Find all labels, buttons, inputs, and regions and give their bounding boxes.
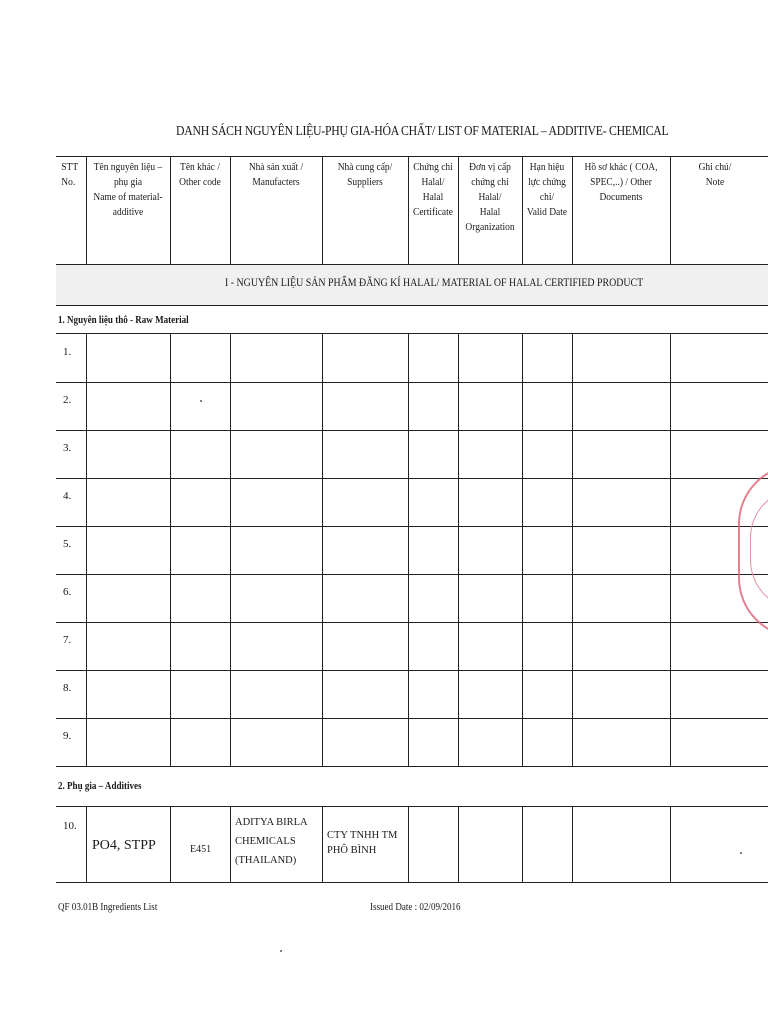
header-line: Halal/ [421, 177, 445, 188]
header-line: STT [61, 162, 79, 173]
raw-material-label: 1. Nguyên liệu thô - Raw Material [58, 315, 189, 326]
header-line: Hạn hiệu [529, 162, 565, 173]
header-line: Đơn vị cấp [469, 162, 511, 173]
header-line: Chứng chỉ [413, 162, 453, 173]
column-divider [458, 333, 459, 766]
header-halal-organization [461, 160, 519, 235]
additive-other-code: E451 [190, 844, 212, 855]
column-divider [458, 806, 459, 882]
row-number: 5. [63, 538, 72, 550]
scan-speck [200, 400, 202, 402]
header-line: Organization [465, 222, 515, 233]
header-line: Halal [479, 207, 501, 218]
column-divider [522, 333, 523, 766]
supplier-line: CTY TNHH TM [327, 830, 398, 841]
column-divider [670, 156, 671, 264]
column-divider [170, 333, 171, 766]
header-line: Valid Date [526, 207, 568, 218]
manufacturer-line: CHEMICALS [235, 836, 296, 847]
header-note [675, 160, 756, 190]
header-line: Nhà sản xuất / [248, 162, 304, 173]
manufacturer-line: (THAILAND) [235, 855, 297, 866]
issued-date: Issued Date : 02/09/2016 [370, 902, 461, 913]
header-manufacturer [235, 160, 318, 190]
header-material-name [90, 160, 166, 220]
column-divider [670, 333, 671, 766]
scan-speck [280, 950, 282, 952]
row-number: 1. [63, 346, 72, 358]
row-number: 7. [63, 634, 72, 646]
header-line: chứng chỉ [471, 177, 509, 188]
row-number: 8. [63, 682, 72, 694]
header-line: Manufacters [252, 177, 300, 188]
raw-row-divider [56, 574, 768, 575]
header-supplier [326, 160, 403, 190]
column-divider [322, 156, 323, 264]
row-number: 2. [63, 394, 72, 406]
document-title: DANH SÁCH NGUYÊN LIỆU-PHỤ GIA-HÓA CHẤT/ LIST OF MATERIAL – ADDITIVE- CHEMICAL [176, 124, 669, 139]
header-line: additive [112, 207, 144, 218]
column-divider [408, 333, 409, 766]
supplier-line: PHÔ BÌNH [327, 845, 377, 856]
scan-speck [740, 852, 742, 854]
header-stt [58, 160, 89, 190]
header-line: Tên nguyên liệu – [93, 162, 163, 173]
column-divider [322, 333, 323, 766]
additives-label: 2. Phụ gia – Additives [58, 781, 142, 792]
row-number: 4. [63, 490, 72, 502]
column-divider [408, 806, 409, 882]
raw-row-divider [56, 526, 768, 527]
column-divider [408, 156, 409, 264]
section-band-title: I - NGUYÊN LIỆU SẢN PHẨM ĐĂNG KÍ HALAL/ MATERIAL OF HALAL CERTIFIED PRODUCT [225, 277, 644, 289]
column-divider [572, 806, 573, 882]
column-divider [86, 333, 87, 766]
header-line: Ghi chú/ [698, 162, 732, 173]
column-divider [230, 156, 231, 264]
raw-row-divider [56, 382, 768, 383]
form-code: QF 03.01B Ingredients List [58, 902, 158, 913]
column-divider [522, 156, 523, 264]
raw-row-divider [56, 670, 768, 671]
manufacturer-line: ADITYA BIRLA [235, 817, 308, 828]
table-bottom-border [56, 882, 768, 883]
header-line: Note [705, 177, 725, 188]
table-top-border [56, 156, 768, 157]
row-number: 6. [63, 586, 72, 598]
header-line: Nhà cung cấp/ [337, 162, 393, 173]
raw-row-divider [56, 430, 768, 431]
header-line: Halal/ [478, 192, 502, 203]
raw-row-divider [56, 766, 768, 767]
header-valid-date [525, 160, 570, 220]
header-line: Suppliers [347, 177, 383, 188]
header-line: Hồ sơ khác ( COA, [584, 162, 658, 173]
header-halal-certificate [411, 160, 456, 220]
column-divider [572, 333, 573, 766]
column-divider [170, 156, 171, 264]
column-divider [458, 156, 459, 264]
header-line: phụ gia [113, 177, 143, 188]
header-bottom-border [56, 264, 768, 265]
column-divider [86, 806, 87, 882]
header-line: lực chứng [528, 177, 566, 188]
header-other-code [173, 160, 227, 190]
column-divider [572, 156, 573, 264]
header-line: Documents [599, 192, 643, 203]
header-line: Name of material- [93, 192, 163, 203]
column-divider [170, 806, 171, 882]
header-line: Certificate [413, 207, 453, 218]
additive-name: PO4, STPP [92, 838, 156, 853]
raw-row-divider [56, 478, 768, 479]
column-divider [322, 806, 323, 882]
raw-row-divider [56, 718, 768, 719]
header-line: Tên khác / [180, 162, 220, 173]
column-divider [522, 806, 523, 882]
column-divider [230, 333, 231, 766]
column-divider [670, 806, 671, 882]
raw-row-divider [56, 333, 768, 334]
raw-row-divider [56, 622, 768, 623]
row-number: 9. [63, 730, 72, 742]
band-bottom-border [56, 305, 768, 306]
column-divider [230, 806, 231, 882]
row-number: 10. [63, 820, 77, 832]
header-line: chỉ/ [539, 192, 555, 203]
header-line: Other code [179, 177, 221, 188]
header-other-documents [577, 160, 665, 205]
header-line: Halal [422, 192, 444, 203]
header-line: SPEC,..) / Other [590, 177, 652, 188]
additive-row-top [56, 806, 768, 807]
header-line: No. [61, 177, 76, 188]
row-number: 3. [63, 442, 72, 454]
